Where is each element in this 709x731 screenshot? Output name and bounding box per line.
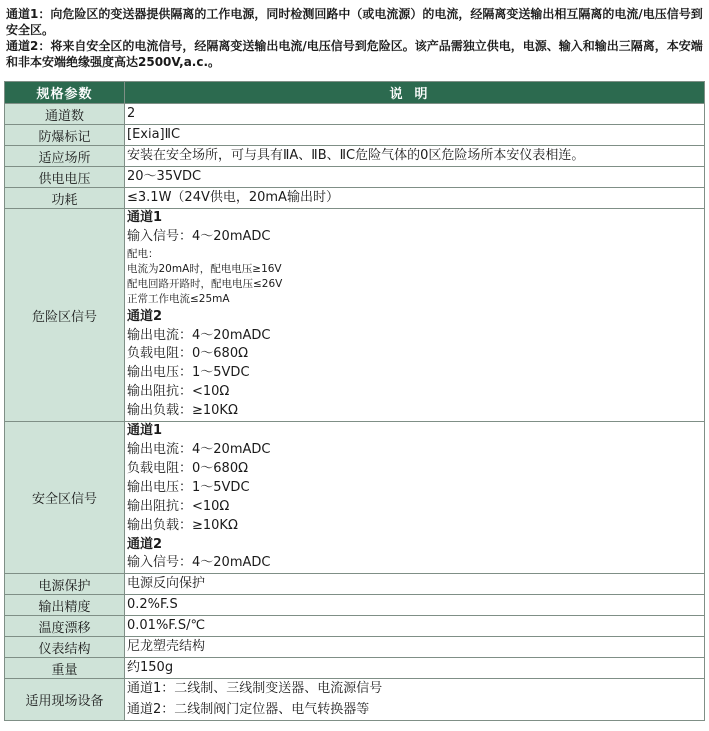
equipment-line: 通道1：二线制、三线制变送器、电流源信号 bbox=[127, 681, 383, 697]
header-param: 规格参数 bbox=[5, 82, 125, 104]
table-row bbox=[5, 167, 705, 188]
hazard-line: 输出阻抗：<10Ω bbox=[127, 384, 230, 400]
row-value-supply: 20～35VDC bbox=[125, 167, 705, 188]
hazard-line: 电流为20mA时，配电电压≥16V bbox=[127, 263, 282, 276]
row-label-explosion: 防爆标记 bbox=[5, 125, 125, 146]
intro-line-channel-1: 通道1：向危险区的变送器提供隔离的工作电源，同时检测回路中（或电流源）的电流，经隔离变送输出相互隔离的电流/电压信号到安全区。 bbox=[6, 7, 703, 37]
table-row bbox=[5, 188, 705, 209]
row-value-location: 安装在安全场所，可与具有ⅡA、ⅡB、ⅡC危险气体的0区危险场所本安仪表相连。 bbox=[125, 146, 705, 167]
intro-text bbox=[6, 6, 703, 70]
intro-line-channel-2: 通道2：将来自安全区的电流信号，经隔离变送输出电流/电压信号到危险区。该产品需独立供电，电源、输入和输出三隔离，本安端和非本安端绝缘强度高达2500V,a.c.。 bbox=[6, 39, 703, 69]
row-value-power: ≤3.1W（24V供电，20mA输出时） bbox=[125, 188, 705, 209]
table-row bbox=[5, 104, 705, 125]
row-label-protection: 电源保护 bbox=[5, 574, 125, 595]
table-row bbox=[5, 574, 705, 595]
spec-table bbox=[4, 81, 705, 721]
table-row bbox=[5, 637, 705, 658]
safe-line: 输入信号：4～20mADC bbox=[127, 555, 271, 571]
row-value-weight: 约150g bbox=[125, 658, 705, 679]
safe-line: 输出阻抗：<10Ω bbox=[127, 498, 230, 514]
row-label-structure: 仪表结构 bbox=[5, 637, 125, 658]
hazard-line: 输出负载：≥10KΩ bbox=[127, 403, 238, 419]
hazard-line: 配电回路开路时，配电电压≤26V bbox=[127, 278, 283, 291]
row-label-power: 功耗 bbox=[5, 188, 125, 209]
row-value-drift: 0.01%F.S/℃ bbox=[125, 616, 705, 637]
safe-line: 输出负载：≥10KΩ bbox=[127, 517, 238, 533]
safe-line: 输出电压：1～5VDC bbox=[127, 479, 250, 495]
table-row bbox=[5, 422, 705, 574]
table-row bbox=[5, 595, 705, 616]
table-row bbox=[5, 209, 705, 422]
safe-line: 输出电流：4～20mADC bbox=[127, 441, 271, 457]
equipment-line: 通道2：二线制阀门定位器、电气转换器等 bbox=[127, 701, 370, 717]
row-value-structure: 尼龙塑壳结构 bbox=[125, 637, 705, 658]
row-label-location: 适应场所 bbox=[5, 146, 125, 167]
row-value-accuracy: 0.2%F.S bbox=[125, 595, 705, 616]
row-label-drift: 温度漂移 bbox=[5, 616, 125, 637]
table-row bbox=[5, 125, 705, 146]
table-row bbox=[5, 616, 705, 637]
hazard-line: 配电： bbox=[127, 247, 159, 260]
row-label-weight: 重量 bbox=[5, 658, 125, 679]
row-value-safe bbox=[125, 422, 705, 574]
hazard-line: 输出电流：4～20mADC bbox=[127, 327, 271, 343]
row-value-hazard bbox=[125, 209, 705, 422]
safe-line: 负载电阻：0～680Ω bbox=[127, 460, 249, 476]
hazard-line: 输入信号：4～20mADC bbox=[127, 228, 271, 244]
hazard-line: 负载电阻：0～680Ω bbox=[127, 346, 249, 362]
table-row bbox=[5, 658, 705, 679]
row-label-hazard: 危险区信号 bbox=[5, 209, 125, 422]
header-desc: 说明 bbox=[125, 82, 705, 104]
table-row bbox=[5, 679, 705, 721]
table-header-row bbox=[5, 82, 705, 104]
hazard-line: 通道1 bbox=[127, 210, 163, 225]
row-label-channels: 通道数 bbox=[5, 104, 125, 125]
hazard-line: 通道2 bbox=[127, 308, 163, 324]
hazard-line: 正常工作电流≤25mA bbox=[127, 293, 230, 306]
table-row bbox=[5, 146, 705, 167]
row-label-equipment: 适用现场设备 bbox=[5, 679, 125, 721]
safe-line: 通道1 bbox=[127, 423, 163, 439]
hazard-line: 输出电压：1～5VDC bbox=[127, 365, 250, 381]
row-label-safe: 安全区信号 bbox=[5, 422, 125, 574]
safe-line: 通道2 bbox=[127, 536, 163, 552]
row-value-channels: 2 bbox=[125, 104, 705, 125]
row-value-protection: 电源反向保护 bbox=[125, 574, 705, 595]
row-label-accuracy: 输出精度 bbox=[5, 595, 125, 616]
row-value-explosion: [Exia]ⅡC bbox=[125, 125, 705, 146]
row-label-supply: 供电电压 bbox=[5, 167, 125, 188]
row-value-equipment bbox=[125, 679, 705, 721]
